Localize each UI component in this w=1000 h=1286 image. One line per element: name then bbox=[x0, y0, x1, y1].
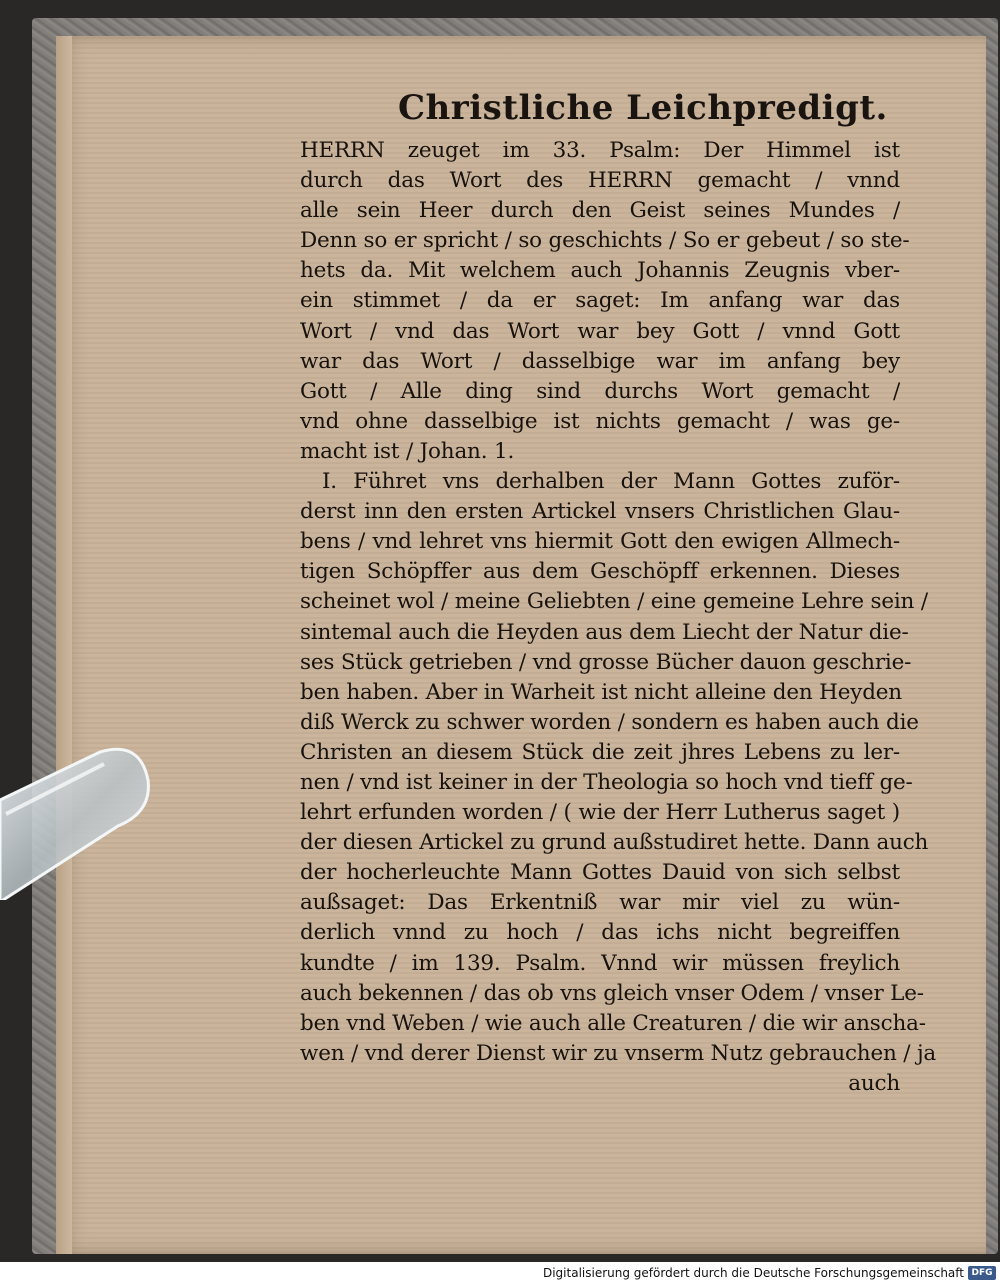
text-line: ben haben. Aber in Warheit ist nicht alleine den Heyden bbox=[300, 679, 902, 705]
text-line: wen / vnd derer Dienst wir zu vnserm Nutz gebrauchen / ja bbox=[300, 1040, 937, 1066]
text-line: auch bekennen / das ob vns gleich vnser Odem / vnser Le- bbox=[300, 980, 924, 1006]
text-line: derlich vnnd zu hoch / das ichs nicht begreiffen bbox=[300, 920, 900, 946]
text-line: scheinet wol / meine Geliebten / eine gemeine Lehre sein / bbox=[300, 589, 928, 615]
text-line: der hocherleuchte Mann Gottes Dauid von sich selbst bbox=[300, 860, 900, 886]
text-line: lehrt erfunden worden / ( wie der Herr Lutherus saget ) bbox=[300, 800, 900, 826]
text-line: bens / vnd lehret vns hiermit Gott den ewigen Allmech- bbox=[300, 529, 900, 555]
text-line: der diesen Artickel zu grund außstudiret hette. Dann auch bbox=[300, 830, 929, 856]
text-line: hets da. Mit welchem auch Johannis Zeugnis vber- bbox=[300, 258, 900, 284]
text-line: alle sein Heer durch den Geist seines Mundes / bbox=[300, 198, 900, 224]
text-line: macht ist / Johan. 1. bbox=[300, 438, 515, 464]
text-line: Denn so er spricht / so geschichts / So er gebeut / so ste- bbox=[300, 228, 910, 254]
scan-footer bbox=[0, 1262, 1000, 1286]
text-line: sintemal auch die Heyden aus dem Liecht der Natur die- bbox=[300, 619, 909, 645]
dfg-logo: DFG bbox=[968, 1266, 996, 1280]
page-gutter-shadow bbox=[56, 36, 72, 1254]
text-line: kundte / im 139. Psalm. Vnnd wir müssen freylich bbox=[300, 950, 900, 976]
text-line: tigen Schöpffer aus dem Geschöpff erkennen. Dieses bbox=[300, 559, 900, 585]
text-line: ein stimmet / da er saget: Im anfang war das bbox=[300, 288, 900, 314]
text-line: Wort / vnd das Wort war bey Gott / vnnd Gott bbox=[300, 318, 900, 344]
text-line: derst inn den ersten Artickel vnsers Christlichen Glau- bbox=[300, 499, 900, 525]
text-line: außsaget: Das Erkentniß war mir viel zu wün- bbox=[300, 890, 900, 916]
text-line: I. Führet vns derhalben der Mann Gottes zuför- bbox=[322, 469, 900, 495]
text-line: nen / vnd ist keiner in der Theologia so hoch vnd tieff ge- bbox=[300, 769, 913, 795]
text-line: war das Wort / dasselbige war im anfang bey bbox=[300, 348, 900, 374]
text-line: ses Stück getrieben / vnd grosse Bücher dauon geschrie- bbox=[300, 649, 912, 675]
text-line: HERRN zeuget im 33. Psalm: Der Himmel ist bbox=[300, 138, 900, 163]
text-line: diß Werck zu schwer worden / sondern es haben auch die bbox=[300, 709, 919, 735]
text-line: Gott / Alle ding sind durchs Wort gemacht / bbox=[300, 378, 900, 404]
text-line: ben vnd Weben / wie auch alle Creaturen / die wir anscha- bbox=[300, 1010, 926, 1036]
funding-credit: Digitalisierung gefördert durch die Deutsche Forschungsgemeinschaft bbox=[542, 1266, 964, 1280]
text-line: vnd ohne dasselbige ist nichts gemacht / was ge- bbox=[300, 408, 900, 434]
text-line: Christen an diesem Stück die zeit jhres Lebens zu ler- bbox=[300, 739, 900, 765]
page-text-block bbox=[300, 136, 937, 1099]
text-line: auch bbox=[848, 1070, 900, 1096]
page-heading: Christliche Leichpredigt. bbox=[398, 88, 888, 128]
plexiglass-clip-icon bbox=[0, 730, 160, 900]
text-line: durch das Wort des HERRN gemacht / vnnd bbox=[300, 168, 900, 194]
